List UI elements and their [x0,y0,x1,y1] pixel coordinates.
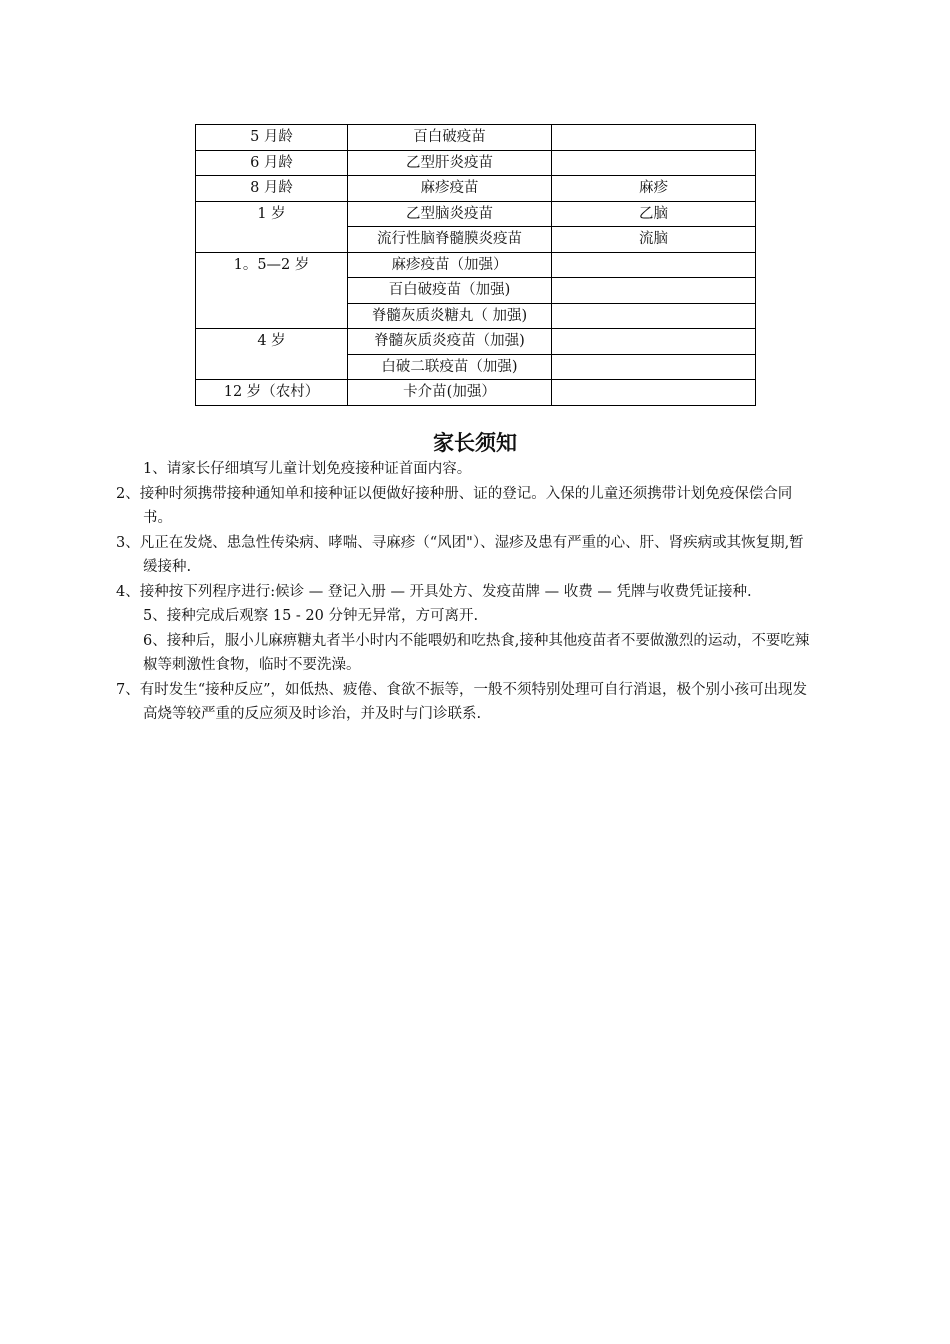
table-row [196,380,756,406]
notice-list [116,457,813,727]
age-cell: 8 月龄 [196,176,348,202]
notice-text: 接种按下列程序进行:候诊 — 登记入册 — 开具处方、发疫苗牌 — 收费 — 凭牌与收费凭证接种. [139,583,752,600]
disease-cell [552,125,756,151]
disease-cell [552,303,756,329]
notice-number: 7、 [116,681,140,698]
notice-number: 6、 [143,632,167,649]
vaccine-cell: 乙型肝炎疫苗 [348,150,552,176]
vaccine-cell: 麻疹疫苗（加强） [348,252,552,278]
vaccine-cell: 流行性脑脊髓膜炎疫苗 [348,227,552,253]
notice-number: 3、 [116,534,140,551]
disease-cell [552,329,756,355]
vaccination-schedule-table [195,124,756,406]
notice-text: 接种时须携带接种通知单和接种证以便做好接种册、证的登记。入保的儿童还须携带计划免疫保偿合同书。 [139,485,793,526]
notice-item [143,629,813,678]
notice-item [116,678,813,727]
notice-number: 5、 [143,608,167,624]
vaccine-cell: 乙型脑炎疫苗 [348,201,552,227]
age-cell: 12 岁（农村） [196,380,348,406]
age-cell: 1。5—2 岁 [196,252,348,329]
age-cell: 6 月龄 [196,150,348,176]
notice-text: 接种完成后观察 15 - 20 分钟无异常，方可离开. [166,608,479,624]
notice-item [116,531,813,580]
age-cell: 1 岁 [196,201,348,252]
disease-cell [552,380,756,406]
notice-item [143,457,813,482]
vaccine-cell: 百白破疫苗 [348,125,552,151]
disease-cell: 乙脑 [552,201,756,227]
vaccine-cell: 卡介苗(加强） [348,380,552,406]
table-row [196,125,756,151]
disease-cell: 麻疹 [552,176,756,202]
vaccine-cell: 百白破疫苗（加强) [348,278,552,304]
table-row [196,201,756,227]
notice-item [116,580,813,605]
age-cell: 4 岁 [196,329,348,380]
notice-item [143,604,813,629]
disease-cell: 流脑 [552,227,756,253]
notice-text: 接种后，服小儿麻痹糖丸者半小时内不能喂奶和吃热食,接种其他疫苗者不要做激烈的运动，不要吃辣椒等刺激性食物，临时不要洗澡。 [143,632,810,673]
notice-title: 家长须知 [433,430,517,455]
vaccine-cell: 麻疹疫苗 [348,176,552,202]
table-row [196,329,756,355]
notice-text: 有时发生“接种反应”，如低热、疲倦、食欲不振等，一般不须特别处理可自行消退，极个别小孩可出现发高烧等较严重的反应须及时诊治，并及时与门诊联系. [139,681,808,722]
vaccine-cell: 脊髓灰质炎疫苗（加强) [348,329,552,355]
age-cell: 5 月龄 [196,125,348,151]
vaccine-cell: 白破二联疫苗（加强) [348,354,552,380]
notice-number: 4、 [116,583,140,600]
table-row [196,150,756,176]
table-row [196,252,756,278]
notice-number: 1、 [143,461,167,477]
vaccine-cell: 脊髓灰质炎糖丸（ 加强) [348,303,552,329]
notice-text: 请家长仔细填写儿童计划免疫接种证首面内容。 [166,461,472,477]
notice-text: 凡正在发烧、患急性传染病、哮喘、寻麻疹（“风团"）、湿疹及患有严重的心、肝、肾疾病或其恢复期,暂缓接种. [139,534,804,575]
table-row [196,176,756,202]
disease-cell [552,278,756,304]
notice-item [116,482,813,531]
disease-cell [552,354,756,380]
disease-cell [552,252,756,278]
notice-number: 2、 [116,485,140,502]
disease-cell [552,150,756,176]
